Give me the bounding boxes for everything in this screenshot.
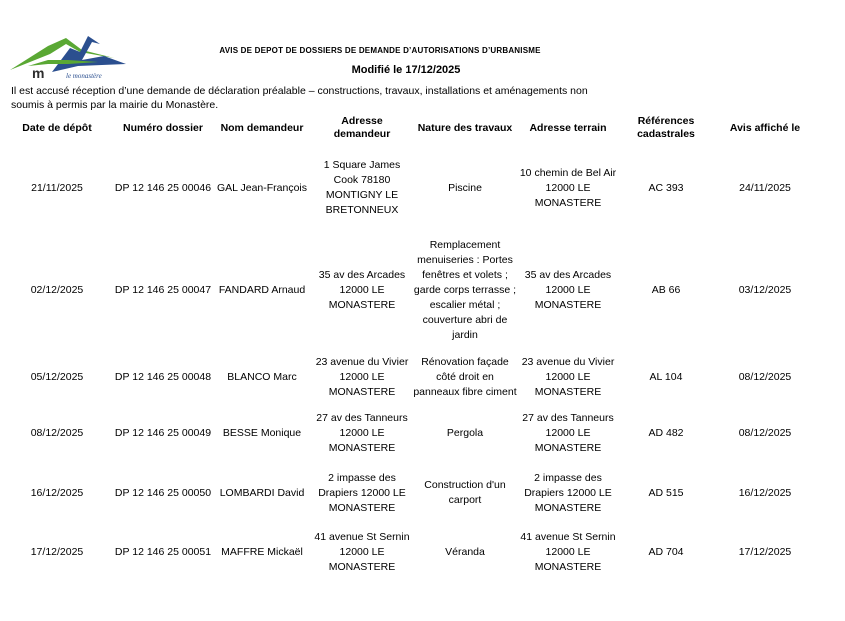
cell-adresse-terrain: 35 av des Arcades 12000 LE MONASTERE [524, 268, 612, 311]
table-row [0, 406, 816, 461]
cell-numero-dossier: DP 12 146 25 00050 [114, 486, 212, 499]
cell-adresse-demandeur: 2 impasse des Drapiers 12000 LE MONASTERE [318, 471, 406, 514]
column-header-avis-affiche: Avis affiché le [729, 121, 801, 134]
table-row [0, 232, 816, 348]
column-header-adresse-terrain: Adresse terrain [529, 121, 607, 134]
cell-adresse-terrain: 41 avenue St Sernin 12000 LE MONASTERE [520, 530, 616, 573]
cell-date-depot: 08/12/2025 [30, 427, 84, 439]
cell-numero-dossier: DP 12 146 25 00048 [114, 370, 212, 383]
cell-adresse-terrain: 2 impasse des Drapiers 12000 LE MONASTERE [524, 471, 612, 514]
logo-letters: m [32, 65, 45, 81]
cell-adresse-demandeur: 35 av des Arcades 12000 LE MONASTERE [318, 268, 406, 311]
cell-avis-affiche: 17/12/2025 [738, 545, 792, 558]
cell-avis-affiche: 08/12/2025 [738, 427, 792, 439]
cell-nom-demandeur: LOMBARDI David [219, 486, 305, 499]
logo-wordmark: le monastère [66, 72, 102, 80]
cell-nature-travaux: Piscine [448, 181, 482, 194]
cell-avis-affiche: 08/12/2025 [738, 370, 792, 383]
column-header-nom-demandeur: Nom demandeur [220, 121, 304, 134]
column-header-references-cadastrales: Références cadastrales [637, 115, 695, 140]
cell-adresse-terrain: 27 av des Tanneurs 12000 LE MONASTERE [522, 412, 614, 454]
cell-references-cadastrales: AB 66 [651, 283, 681, 296]
page-title: AVIS DE DEPOT DE DOSSIERS DE DEMANDE D’AUTORISATIONS D’URBANISME [219, 46, 541, 55]
table-row [0, 348, 816, 406]
cell-nom-demandeur: GAL Jean-François [216, 181, 308, 194]
cell-adresse-demandeur: 1 Square James Cook 78180 MONTIGNY LE BRETONNEUX [323, 159, 401, 216]
cell-adresse-terrain: 23 avenue du Vivier 12000 LE MONASTERE [521, 355, 615, 398]
cell-date-depot: 02/12/2025 [30, 283, 84, 296]
cell-references-cadastrales: AD 515 [648, 486, 684, 499]
table-header-row [0, 112, 816, 144]
cell-date-depot: 21/11/2025 [31, 181, 83, 194]
column-header-adresse-demandeur: Adresse demandeur [333, 115, 391, 140]
cell-nature-travaux: Pergola [446, 427, 484, 439]
cell-nature-travaux: Construction d'un carport [424, 479, 506, 506]
intro-text: Il est accusé réception d’une demande de déclaration préalable – constructions, travaux, installations et aménagements non soumis à permis par la mairie du Monastère. [11, 85, 588, 111]
cell-numero-dossier: DP 12 146 25 00047 [114, 283, 212, 296]
table-row [0, 461, 816, 525]
cell-nature-travaux: Rénovation façade côté droit en panneaux fibre ciment [413, 355, 517, 398]
declarations-table [0, 112, 816, 579]
cell-adresse-terrain: 10 chemin de Bel Air 12000 LE MONASTERE [519, 166, 617, 209]
cell-adresse-demandeur: 23 avenue du Vivier 12000 LE MONASTERE [315, 355, 409, 398]
table-row [0, 525, 816, 579]
cell-avis-affiche: 03/12/2025 [738, 283, 792, 296]
cell-avis-affiche: 16/12/2025 [738, 486, 792, 499]
table-body [0, 144, 816, 579]
cell-numero-dossier: DP 12 146 25 00046 [114, 181, 212, 194]
cell-avis-affiche: 24/11/2025 [739, 181, 791, 194]
cell-adresse-demandeur: 27 av des Tanneurs 12000 LE MONASTERE [316, 412, 408, 454]
cell-references-cadastrales: AD 704 [648, 545, 684, 558]
column-header-numero-dossier: Numéro dossier [123, 121, 203, 134]
cell-nature-travaux: Remplacement menuiseries : Portes fenêtres et volets ; garde corps terrasse ; escalier métal ; couverture abri de jardin [413, 238, 517, 341]
cell-numero-dossier: DP 12 146 25 00051 [114, 545, 212, 558]
cell-nature-travaux: Véranda [445, 545, 485, 558]
cell-numero-dossier: DP 12 146 25 00049 [114, 427, 212, 439]
cell-references-cadastrales: AL 104 [649, 370, 683, 383]
cell-nom-demandeur: MAFFRE Mickaël [221, 545, 303, 558]
cell-references-cadastrales: AD 482 [648, 427, 684, 439]
cell-date-depot: 16/12/2025 [30, 486, 84, 499]
cell-date-depot: 17/12/2025 [30, 545, 84, 558]
cell-date-depot: 05/12/2025 [30, 370, 84, 383]
cell-adresse-demandeur: 41 avenue St Sernin 12000 LE MONASTERE [314, 530, 410, 573]
cell-nom-demandeur: BLANCO Marc [227, 370, 297, 383]
cell-nom-demandeur: FANDARD Arnaud [218, 283, 306, 296]
cell-nom-demandeur: BESSE Monique [222, 427, 302, 439]
column-header-nature-travaux: Nature des travaux [417, 121, 513, 134]
column-header-date-depot: Date de dépôt [22, 121, 92, 134]
table-row [0, 144, 816, 232]
modified-date: Modifié le 17/12/2025 [351, 64, 461, 76]
cell-references-cadastrales: AC 393 [648, 181, 684, 194]
